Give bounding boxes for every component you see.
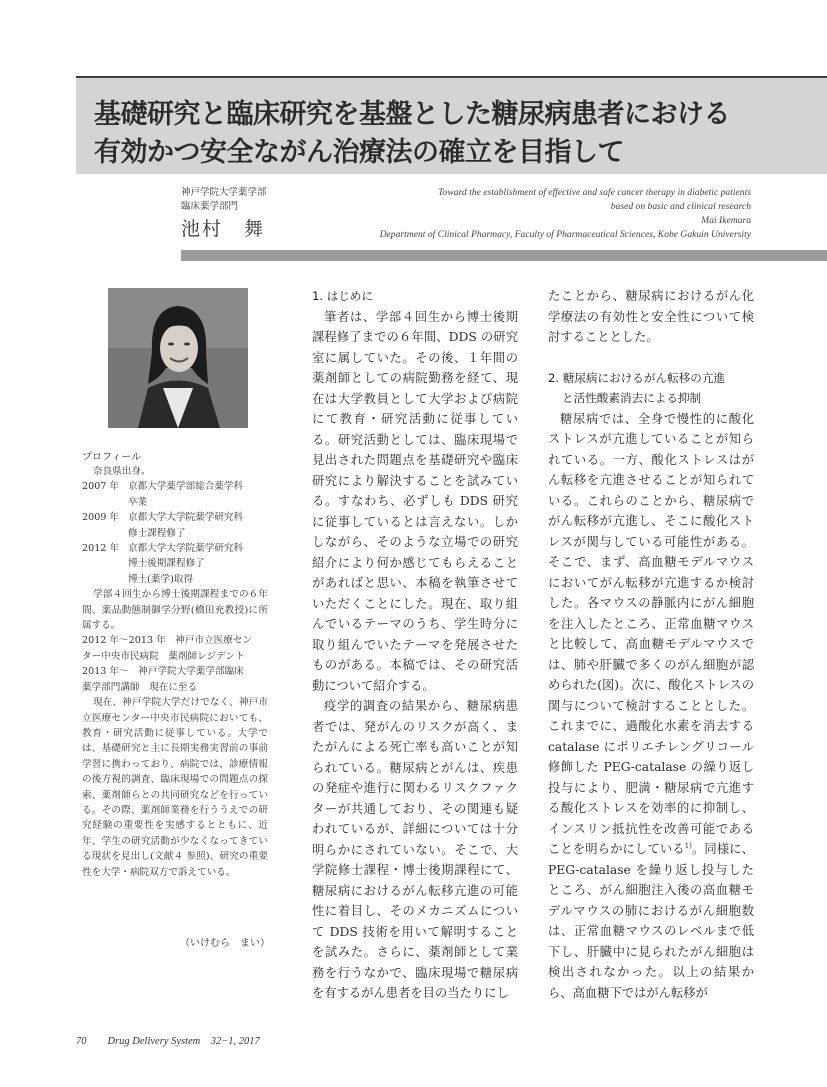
profile-year: 2012 年: [82, 543, 120, 555]
affiliation-line-1: 神戸学院大学薬学部: [181, 187, 267, 198]
profile-entry-cont: 修士課程修了: [128, 527, 186, 539]
profile-paragraph: 学部４回生から博士後期課程までの６年間、薬品動態制御学分野(橋田充教授)に所属する。: [82, 589, 268, 632]
section-heading-2-line-2: と活性酸素消去による抑制: [562, 391, 702, 405]
english-author-name: Mai Ikemura: [701, 215, 751, 226]
profile-career-line: 2013 年～ 神戸学院大学薬学部臨床: [82, 666, 244, 678]
english-affiliation: Department of Clinical Pharmacy, Faculty of Pharmaceutical Sciences, Kobe Gakuin University: [379, 229, 751, 240]
author-portrait-image: [108, 288, 248, 428]
article-title-line-1: 基礎研究と臨床研究を基盤とした糖尿病患者における: [94, 99, 730, 130]
affiliation-line-2: 臨床薬学部門: [181, 201, 239, 212]
header-divider-bar: [181, 250, 827, 261]
page-footer: 70 Drug Delivery System 32−1, 2017: [76, 1036, 260, 1047]
profile-career-line: 薬学部門講師 現在に至る: [82, 681, 198, 693]
english-title-line-1: Toward the establishment of effective and safe cancer therapy in diabetic patients: [438, 187, 751, 198]
body-column-1: [312, 286, 518, 1004]
body-column-2: [548, 286, 754, 1003]
profile-career-line: ター中央市民病院 薬剤師レジデント: [82, 650, 245, 662]
profile-entry-cont: 博士(薬学)取得: [128, 573, 194, 585]
profile-paragraph: 現在、神戸学院大学だけでなく、神戸市立医療センター中央市民病院においても、教育・研究活動に従事している。大学では、基礎研究と主に長期実務実習前の事前学習に携わっており、病院では、診療情報の後方視的調査、臨床現場での問題点の探索、薬剤師らとの共同研究などを行っている。その際、薬剤師業務を行ううえでの研究経験の重要性を実感するとともに、近年、学生の研究活動が少なくなってきている現状を見出し(文献４ 参照)、研究の重要性を大学・病院双方で訴えている。: [82, 697, 268, 878]
author-name: 池村 舞: [181, 218, 266, 240]
profile-entry-cont: 博士後期課程修了: [128, 558, 205, 570]
profile-year: 2007 年: [82, 481, 120, 493]
profile-history-row: [82, 479, 268, 494]
profile-history-row: [82, 510, 268, 525]
profile-signature: （いけむら まい）: [180, 938, 270, 949]
section-spacer: [548, 348, 754, 368]
body-paragraph: [548, 409, 754, 1004]
profile-body: [82, 464, 268, 880]
profile-heading: プロフィール: [82, 452, 141, 463]
article-title-line-2: 有効かつ安全ながん治療法の確立を目指して: [94, 137, 624, 168]
body-text: 糖尿病では、全身で慢性的に酸化ストレスが亢進していることが知られている。一方、酸化ストレスはがん転移を亢進させることが知られている。これらのことから、糖尿病でがん転移が亢進し、そこに酸化ストレスが関与している可能性がある。そこで、まず、高血糖モデルマウスにおいてがん転移が亢進するか検討した。各マウスの静脈内にがん細胞を注入したところ、正常血糖マウスと比較して、高血糖モデルマウスでは、肺や肝臓で多くのがん細胞が認められた(図)。次に、酸化ストレスの関与について検討することとした。これまでに、過酸化水素を消去する catalase にポリエチレングリコール修飾した PEG-catalase の繰り返し投与により、肥満・糖尿病で亢進する酸化ストレスを効率的に抑制し、インスリン抵抗性を改善可能であることを明らかにしている: [548, 411, 754, 856]
body-text: 。同様に、PEG-catalase を繰り返し投与したところ、がん細胞注入後の高血糖モデルマウスの肺におけるがん細胞数は、正常血糖マウスのレベルまで低下し、肝臓中に見られたがん細胞は検出されなかった。以上の結果から、高血糖下ではがん転移が: [548, 842, 754, 1000]
reference-citation: 1): [684, 841, 692, 850]
section-heading-2-line-1: 2. 糖尿病におけるがん転移の亢進: [548, 370, 726, 385]
title-banner: [76, 78, 827, 174]
english-title-block: [380, 186, 751, 242]
body-paragraph: 疫学的調査の結果から、糖尿病患者では、発がんのリスクが高く、またがんによる死亡率も高いことが知られている。糖尿病とがんは、疾患の発症や進行に関わるリスクファクターが共通しており、その関連も疑われているが、詳細については十分明らかにされていない。そこで、大学院修士課程・博士後期課程にて、糖尿病におけるがん転移亢進の可能性に着目し、そのメカニズムについて DDS 技術を用いて解明することを試みた。さらに、薬剤師として業務を行うなかで、臨床現場で糖尿病を有するがん患者を目の当たりにし: [312, 699, 518, 1000]
profile-year: 2009 年: [82, 512, 120, 524]
profile-history-row: [82, 541, 268, 556]
english-title-line-2: based on basic and clinical research: [610, 201, 751, 212]
profile-entry: 京都大学薬学部総合薬学科: [128, 481, 244, 493]
author-affiliation: [181, 186, 267, 214]
section-heading-1: 1. はじめに: [312, 289, 374, 303]
profile-birthplace: 奈良県出身。: [93, 466, 151, 477]
profile-career-line: 2012 年～2013 年 神戸市立医療セン: [82, 635, 253, 647]
body-paragraph-continued: たことから、糖尿病におけるがん化学療法の有効性と安全性について検討することとした。: [548, 289, 754, 344]
profile-entry: 京都大学大学院薬学研究科: [128, 512, 244, 524]
profile-entry: 京都大学大学院薬学研究科: [128, 543, 244, 555]
author-photo: [108, 288, 248, 428]
profile-entry-cont: 卒業: [128, 496, 148, 508]
body-paragraph: 筆者は、学部４回生から博士後期課程修了までの６年間、DDS の研究室に属していた。その後、１年間の薬剤師としての病院勤務を経て、現在は大学教員として大学および病院にて教育・研究活動に従事している。研究活動としては、臨床現場で見出された問題点を基礎研究や臨床研究により解決することを試みている。すなわち、必ずしも DDS 研究に従事しているとは言えない。しかしながら、そのような立場での研究紹介により何か感じてもらえることがあればと思い、本稿を執筆させていただくことにした。現在、取り組んでいるテーマのうち、学生時分に取り組んでいたテーマを発展させたものがある。本稿では、その研究活動について紹介する。: [312, 309, 518, 693]
